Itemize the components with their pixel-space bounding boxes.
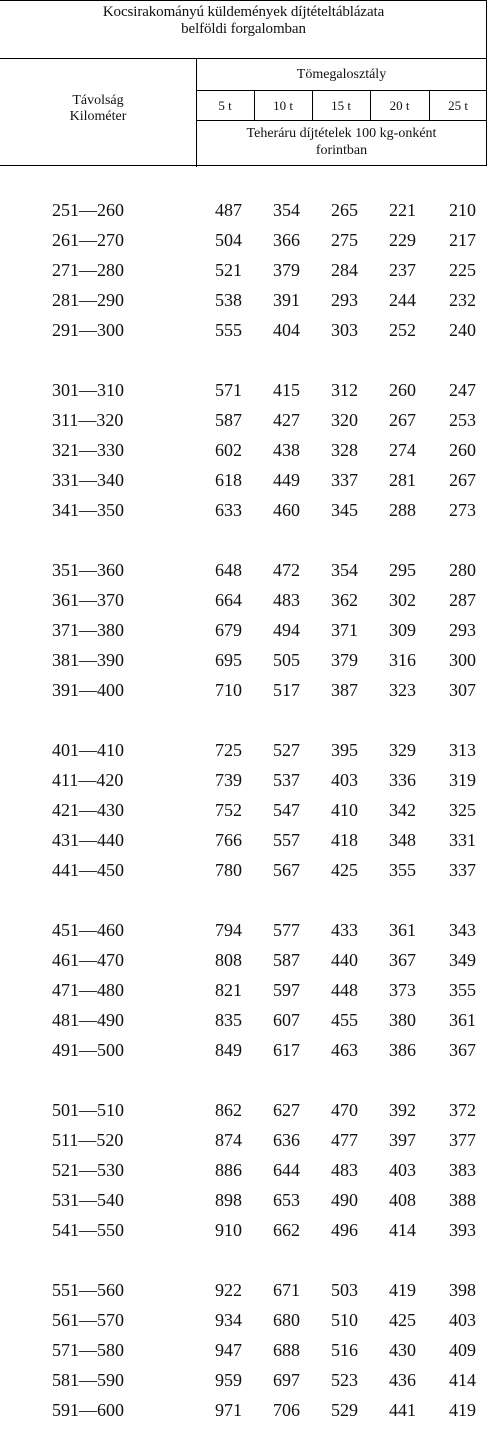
- rate-cell: 217: [449, 230, 476, 250]
- rate-cell: 331: [449, 830, 476, 850]
- rate-cell: 697: [273, 1370, 300, 1390]
- rate-cell: 367: [449, 1040, 476, 1060]
- table-row: [0, 1095, 500, 1125]
- rate-cell: 602: [215, 440, 242, 460]
- table-row: [0, 1185, 500, 1215]
- rate-cell: 362: [331, 590, 358, 610]
- rate-cell: 337: [331, 470, 358, 490]
- rate-cell: 372: [449, 1100, 476, 1120]
- distance-range: 311—320: [52, 410, 124, 430]
- rate-cell: 300: [449, 650, 476, 670]
- rate-cell: 337: [449, 860, 476, 880]
- distance-range: 281—290: [52, 290, 124, 310]
- rate-cell: 648: [215, 560, 242, 580]
- distance-range: 491—500: [52, 1040, 124, 1060]
- rate-cell: 934: [215, 1310, 242, 1330]
- rate-cell: 477: [331, 1130, 358, 1150]
- rate-cell: 210: [449, 200, 476, 220]
- rate-cell: 229: [389, 230, 416, 250]
- tonnage-bottom-divider: [196, 120, 487, 121]
- rate-cell: 706: [273, 1400, 300, 1420]
- rate-cell: 752: [215, 800, 242, 820]
- rate-cell: 538: [215, 290, 242, 310]
- rate-cell: 392: [389, 1100, 416, 1120]
- rate-cell: 388: [449, 1190, 476, 1210]
- rate-cell: 490: [331, 1190, 358, 1210]
- table-row: [0, 915, 500, 945]
- rate-cell: 808: [215, 950, 242, 970]
- rate-cell: 404: [273, 320, 300, 340]
- rate-cell: 597: [273, 980, 300, 1000]
- table-row: [0, 1005, 500, 1035]
- distance-range: 421—430: [52, 800, 124, 820]
- rate-cell: 449: [273, 470, 300, 490]
- table-row: [0, 1275, 500, 1305]
- rate-cell: 354: [273, 200, 300, 220]
- rate-cell: 398: [449, 1280, 476, 1300]
- rate-cell: 336: [389, 770, 416, 790]
- table-row: [0, 675, 500, 705]
- rate-cell: 391: [273, 290, 300, 310]
- rate-cell: 567: [273, 860, 300, 880]
- rate-cell: 587: [273, 950, 300, 970]
- distance-range: 501—510: [52, 1100, 124, 1120]
- rate-cell: 505: [273, 650, 300, 670]
- rate-cell: 587: [215, 410, 242, 430]
- rate-cell: 307: [449, 680, 476, 700]
- rate-cell: 662: [273, 1220, 300, 1240]
- rate-cell: 821: [215, 980, 242, 1000]
- distance-range: 551—560: [52, 1280, 124, 1300]
- rate-cell: 547: [273, 800, 300, 820]
- rate-cell: 516: [331, 1340, 358, 1360]
- distance-range: 251—260: [52, 200, 124, 220]
- table-row: [0, 225, 500, 255]
- rate-cell: 849: [215, 1040, 242, 1060]
- table-row: [0, 315, 500, 345]
- rate-cell: 653: [273, 1190, 300, 1210]
- rate-cell: 438: [273, 440, 300, 460]
- rate-cell: 293: [449, 620, 476, 640]
- rate-cell: 244: [389, 290, 416, 310]
- table-row: [0, 1365, 500, 1395]
- rate-cell: 496: [331, 1220, 358, 1240]
- table-row: [0, 585, 500, 615]
- table-row: [0, 375, 500, 405]
- rate-cell: 328: [331, 440, 358, 460]
- rate-cell: 288: [389, 500, 416, 520]
- rate-cell: 947: [215, 1340, 242, 1360]
- rate-cell: 483: [331, 1160, 358, 1180]
- rate-cell: 835: [215, 1010, 242, 1030]
- unit-header: [196, 125, 487, 159]
- rate-cell: 739: [215, 770, 242, 790]
- rate-cell: 460: [273, 500, 300, 520]
- distance-range: 581—590: [52, 1370, 124, 1390]
- rate-cell: 379: [331, 650, 358, 670]
- table-row: [0, 735, 500, 765]
- distance-range: 451—460: [52, 920, 124, 940]
- rate-cell: 571: [215, 380, 242, 400]
- rate-cell: 349: [449, 950, 476, 970]
- table-row: [0, 285, 500, 315]
- rate-cell: 414: [449, 1370, 476, 1390]
- rate-cell: 627: [273, 1100, 300, 1120]
- rate-cell: 302: [389, 590, 416, 610]
- table-row: [0, 945, 500, 975]
- distance-header: [0, 93, 196, 125]
- rate-cell: 303: [331, 320, 358, 340]
- rate-cell: 521: [215, 260, 242, 280]
- rate-cell: 403: [449, 1310, 476, 1330]
- rate-cell: 537: [273, 770, 300, 790]
- rate-cell: 430: [389, 1340, 416, 1360]
- rate-cell: 325: [449, 800, 476, 820]
- distance-range: 371—380: [52, 620, 124, 640]
- table-row: [0, 1335, 500, 1365]
- table-row: [0, 555, 500, 585]
- rate-cell: 361: [389, 920, 416, 940]
- rate-cell: 247: [449, 380, 476, 400]
- table-row: [0, 855, 500, 885]
- table-row: [0, 1395, 500, 1425]
- rate-cell: 221: [389, 200, 416, 220]
- distance-range: 361—370: [52, 590, 124, 610]
- rate-cell: 910: [215, 1220, 242, 1240]
- distance-range: 341—350: [52, 500, 124, 520]
- rate-cell: 403: [331, 770, 358, 790]
- rate-cell: 455: [331, 1010, 358, 1030]
- rate-cell: 436: [389, 1370, 416, 1390]
- rate-cell: 494: [273, 620, 300, 640]
- rate-cell: 971: [215, 1400, 242, 1420]
- distance-range: 571—580: [52, 1340, 124, 1360]
- rate-cell: 418: [331, 830, 358, 850]
- distance-range: 461—470: [52, 950, 124, 970]
- ton-class-20: 20 t: [389, 98, 410, 113]
- rate-cell: 397: [389, 1130, 416, 1150]
- rate-cell: 373: [389, 980, 416, 1000]
- rate-cell: 463: [331, 1040, 358, 1060]
- rate-cell: 510: [331, 1310, 358, 1330]
- distance-range: 331—340: [52, 470, 124, 490]
- rate-cell: 316: [389, 650, 416, 670]
- unit-line-2: forintban: [315, 143, 368, 158]
- table-row: [0, 1155, 500, 1185]
- distance-range: 511—520: [52, 1130, 124, 1150]
- rate-cell: 636: [273, 1130, 300, 1150]
- rate-cell: 441: [389, 1400, 416, 1420]
- rate-cell: 342: [389, 800, 416, 820]
- rate-cell: 260: [389, 380, 416, 400]
- rate-cell: 387: [331, 680, 358, 700]
- rate-cell: 371: [331, 620, 358, 640]
- distance-range: 591—600: [52, 1400, 124, 1420]
- distance-range: 431—440: [52, 830, 124, 850]
- distance-range: 391—400: [52, 680, 124, 700]
- rate-cell: 527: [273, 740, 300, 760]
- table-row: [0, 645, 500, 675]
- rate-cell: 425: [331, 860, 358, 880]
- distance-range: 301—310: [52, 380, 124, 400]
- distance-range: 521—530: [52, 1160, 124, 1180]
- table-row: [0, 465, 500, 495]
- rate-cell: 379: [273, 260, 300, 280]
- rate-cell: 644: [273, 1160, 300, 1180]
- distance-label: Távolság: [72, 93, 124, 108]
- rate-cell: 577: [273, 920, 300, 940]
- rate-cell: 504: [215, 230, 242, 250]
- distance-range: 411—420: [52, 770, 124, 790]
- tonnage-divider: [196, 90, 487, 91]
- distance-range: 271—280: [52, 260, 124, 280]
- rate-cell: 862: [215, 1100, 242, 1120]
- table-row: [0, 405, 500, 435]
- rate-cell: 273: [449, 500, 476, 520]
- rate-cell: 293: [331, 290, 358, 310]
- rate-cell: 232: [449, 290, 476, 310]
- rate-cell: 470: [331, 1100, 358, 1120]
- rate-cell: 483: [273, 590, 300, 610]
- rate-cell: 440: [331, 950, 358, 970]
- rate-cell: 267: [449, 470, 476, 490]
- rate-cell: 618: [215, 470, 242, 490]
- rate-cell: 557: [273, 830, 300, 850]
- distance-range: 351—360: [52, 560, 124, 580]
- table-row: [0, 1305, 500, 1335]
- rate-cell: 415: [273, 380, 300, 400]
- rate-cell: 329: [389, 740, 416, 760]
- rate-cell: 448: [331, 980, 358, 1000]
- rate-cell: 794: [215, 920, 242, 940]
- rate-cell: 710: [215, 680, 242, 700]
- rate-cell: 274: [389, 440, 416, 460]
- distance-range: 441—450: [52, 860, 124, 880]
- table-row: [0, 195, 500, 225]
- rate-cell: 281: [389, 470, 416, 490]
- rate-cell: 280: [449, 560, 476, 580]
- rate-cell: 410: [331, 800, 358, 820]
- rate-cell: 607: [273, 1010, 300, 1030]
- rate-cell: 313: [449, 740, 476, 760]
- distance-range: 381—390: [52, 650, 124, 670]
- rate-cell: 472: [273, 560, 300, 580]
- rate-cell: 267: [389, 410, 416, 430]
- rate-cell: 345: [331, 500, 358, 520]
- rate-cell: 414: [389, 1220, 416, 1240]
- rate-cell: 240: [449, 320, 476, 340]
- table-row: [0, 825, 500, 855]
- rate-cell: 320: [331, 410, 358, 430]
- distance-range: 261—270: [52, 230, 124, 250]
- title-line-2: belföldi forgalomban: [181, 21, 306, 37]
- title-line-1: Kocsirakományú küldemények díjtételtáblázata: [102, 4, 385, 20]
- rate-cell: 295: [389, 560, 416, 580]
- rate-cell: 695: [215, 650, 242, 670]
- rate-cell: 275: [331, 230, 358, 250]
- rate-cell: 664: [215, 590, 242, 610]
- distance-range: 541—550: [52, 1220, 124, 1240]
- ton-class-5: 5 t: [218, 98, 232, 113]
- rate-cell: 309: [389, 620, 416, 640]
- ton-class-25: 25 t: [448, 98, 468, 113]
- rate-cell: 386: [389, 1040, 416, 1060]
- table-row: [0, 975, 500, 1005]
- rate-cell: 419: [449, 1400, 476, 1420]
- rate-cell: 312: [331, 380, 358, 400]
- table-row: [0, 1215, 500, 1245]
- rate-cell: 287: [449, 590, 476, 610]
- header-divider: [0, 58, 487, 59]
- rate-cell: 408: [389, 1190, 416, 1210]
- rate-cell: 225: [449, 260, 476, 280]
- distance-range: 531—540: [52, 1190, 124, 1210]
- rate-cell: 253: [449, 410, 476, 430]
- distance-range: 291—300: [52, 320, 124, 340]
- rate-cell: 523: [331, 1370, 358, 1390]
- rate-cell: 323: [389, 680, 416, 700]
- rate-cell: 725: [215, 740, 242, 760]
- table-row: [0, 765, 500, 795]
- tonnage-group-header: Tömegalosztály: [296, 67, 387, 82]
- rate-cell: 959: [215, 1370, 242, 1390]
- rate-cell: 555: [215, 320, 242, 340]
- distance-range: 471—480: [52, 980, 124, 1000]
- rate-cell: 319: [449, 770, 476, 790]
- table-row: [0, 615, 500, 645]
- unit-line-1: Teheráru díjtételek 100 kg-onként: [246, 126, 437, 141]
- rate-cell: 252: [389, 320, 416, 340]
- table-header: [0, 0, 487, 166]
- table-row: [0, 795, 500, 825]
- table-row: [0, 1125, 500, 1155]
- rate-cell: 766: [215, 830, 242, 850]
- rate-cell: 383: [449, 1160, 476, 1180]
- rate-cell: 529: [331, 1400, 358, 1420]
- rate-cell: 427: [273, 410, 300, 430]
- rate-cell: 367: [389, 950, 416, 970]
- distance-range: 561—570: [52, 1310, 124, 1330]
- rate-cell: 237: [389, 260, 416, 280]
- rate-cell: 425: [389, 1310, 416, 1330]
- distance-range: 321—330: [52, 440, 124, 460]
- rate-cell: 343: [449, 920, 476, 940]
- table-title: [0, 4, 487, 38]
- distance-range: 401—410: [52, 740, 124, 760]
- rate-cell: 503: [331, 1280, 358, 1300]
- rate-cell: 403: [389, 1160, 416, 1180]
- ton-class-10: 10 t: [273, 98, 293, 113]
- rate-cell: 265: [331, 200, 358, 220]
- rate-cell: 922: [215, 1280, 242, 1300]
- table-row: [0, 495, 500, 525]
- rate-cell: 366: [273, 230, 300, 250]
- rate-cell: 284: [331, 260, 358, 280]
- rate-cell: 898: [215, 1190, 242, 1210]
- rate-cell: 688: [273, 1340, 300, 1360]
- rate-cell: 409: [449, 1340, 476, 1360]
- distance-unit-label: Kilométer: [69, 109, 127, 124]
- rate-cell: 433: [331, 920, 358, 940]
- rate-cell: 355: [389, 860, 416, 880]
- rate-cell: 874: [215, 1130, 242, 1150]
- rate-cell: 886: [215, 1160, 242, 1180]
- rate-cell: 395: [331, 740, 358, 760]
- table-row: [0, 435, 500, 465]
- rate-cell: 380: [389, 1010, 416, 1030]
- table-row: [0, 1035, 500, 1065]
- ton-class-15: 15 t: [331, 98, 351, 113]
- rate-cell: 361: [449, 1010, 476, 1030]
- rate-cell: 680: [273, 1310, 300, 1330]
- rate-cell: 260: [449, 440, 476, 460]
- rate-cell: 348: [389, 830, 416, 850]
- rate-cell: 679: [215, 620, 242, 640]
- distance-range: 481—490: [52, 1010, 124, 1030]
- rate-cell: 517: [273, 680, 300, 700]
- rate-cell: 671: [273, 1280, 300, 1300]
- rate-cell: 393: [449, 1220, 476, 1240]
- rate-cell: 780: [215, 860, 242, 880]
- rate-cell: 419: [389, 1280, 416, 1300]
- rate-cell: 633: [215, 500, 242, 520]
- rate-cell: 487: [215, 200, 242, 220]
- table-row: [0, 255, 500, 285]
- rate-cell: 354: [331, 560, 358, 580]
- rate-cell: 617: [273, 1040, 300, 1060]
- rate-cell: 355: [449, 980, 476, 1000]
- rate-cell: 377: [449, 1130, 476, 1150]
